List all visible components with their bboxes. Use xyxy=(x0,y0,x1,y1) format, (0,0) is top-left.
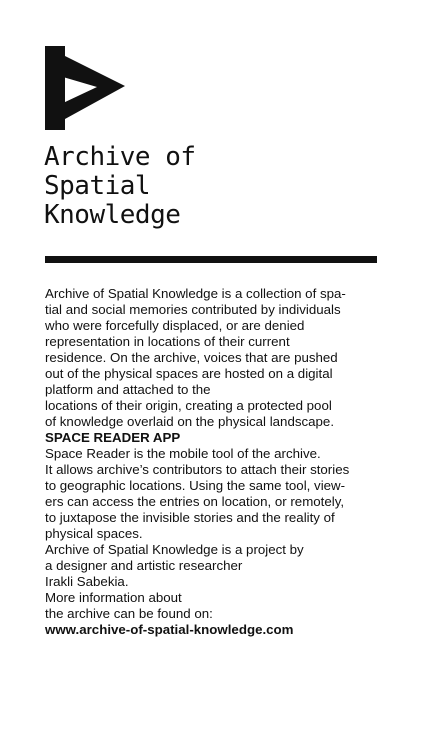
title-divider xyxy=(45,256,377,263)
space-reader-paragraph: Space Reader is the mobile tool of the archive. It allows archive’s contributors to attach their stories to geographic locations. Using the same tool, view- ers can access the entries on location, or remotely, to juxtapose the invisible stories and the reality of physical spaces. xyxy=(45,446,350,541)
credits-paragraph: Archive of Spatial Knowledge is a project by a designer and artistic researcher Irakli Sabekia. xyxy=(45,542,304,589)
archive-logo-icon xyxy=(45,46,125,130)
website-link[interactable]: www.archive-of-spatial-knowledge.com xyxy=(45,622,294,637)
space-reader-heading: SPACE READER APP xyxy=(45,430,181,445)
app-title xyxy=(44,143,196,230)
app-title-line-1: Archive of xyxy=(44,142,196,172)
app-title-line-3: Knowledge xyxy=(44,200,181,230)
about-content xyxy=(45,286,380,638)
app-title-line-2: Spatial xyxy=(44,171,151,201)
more-info-paragraph: More information about the archive can be found on: xyxy=(45,590,213,621)
intro-paragraph: Archive of Spatial Knowledge is a collection of spa- tial and social memories contributed by individuals who were forcefully displaced, or are denied representation in locations of their current residence. On the archive, voices that are pushed out of the physical spaces are hosted on a digital platform and attached to the locations of their origin, creating a protected pool of knowledge overlaid on the physical landscape. xyxy=(45,286,346,429)
